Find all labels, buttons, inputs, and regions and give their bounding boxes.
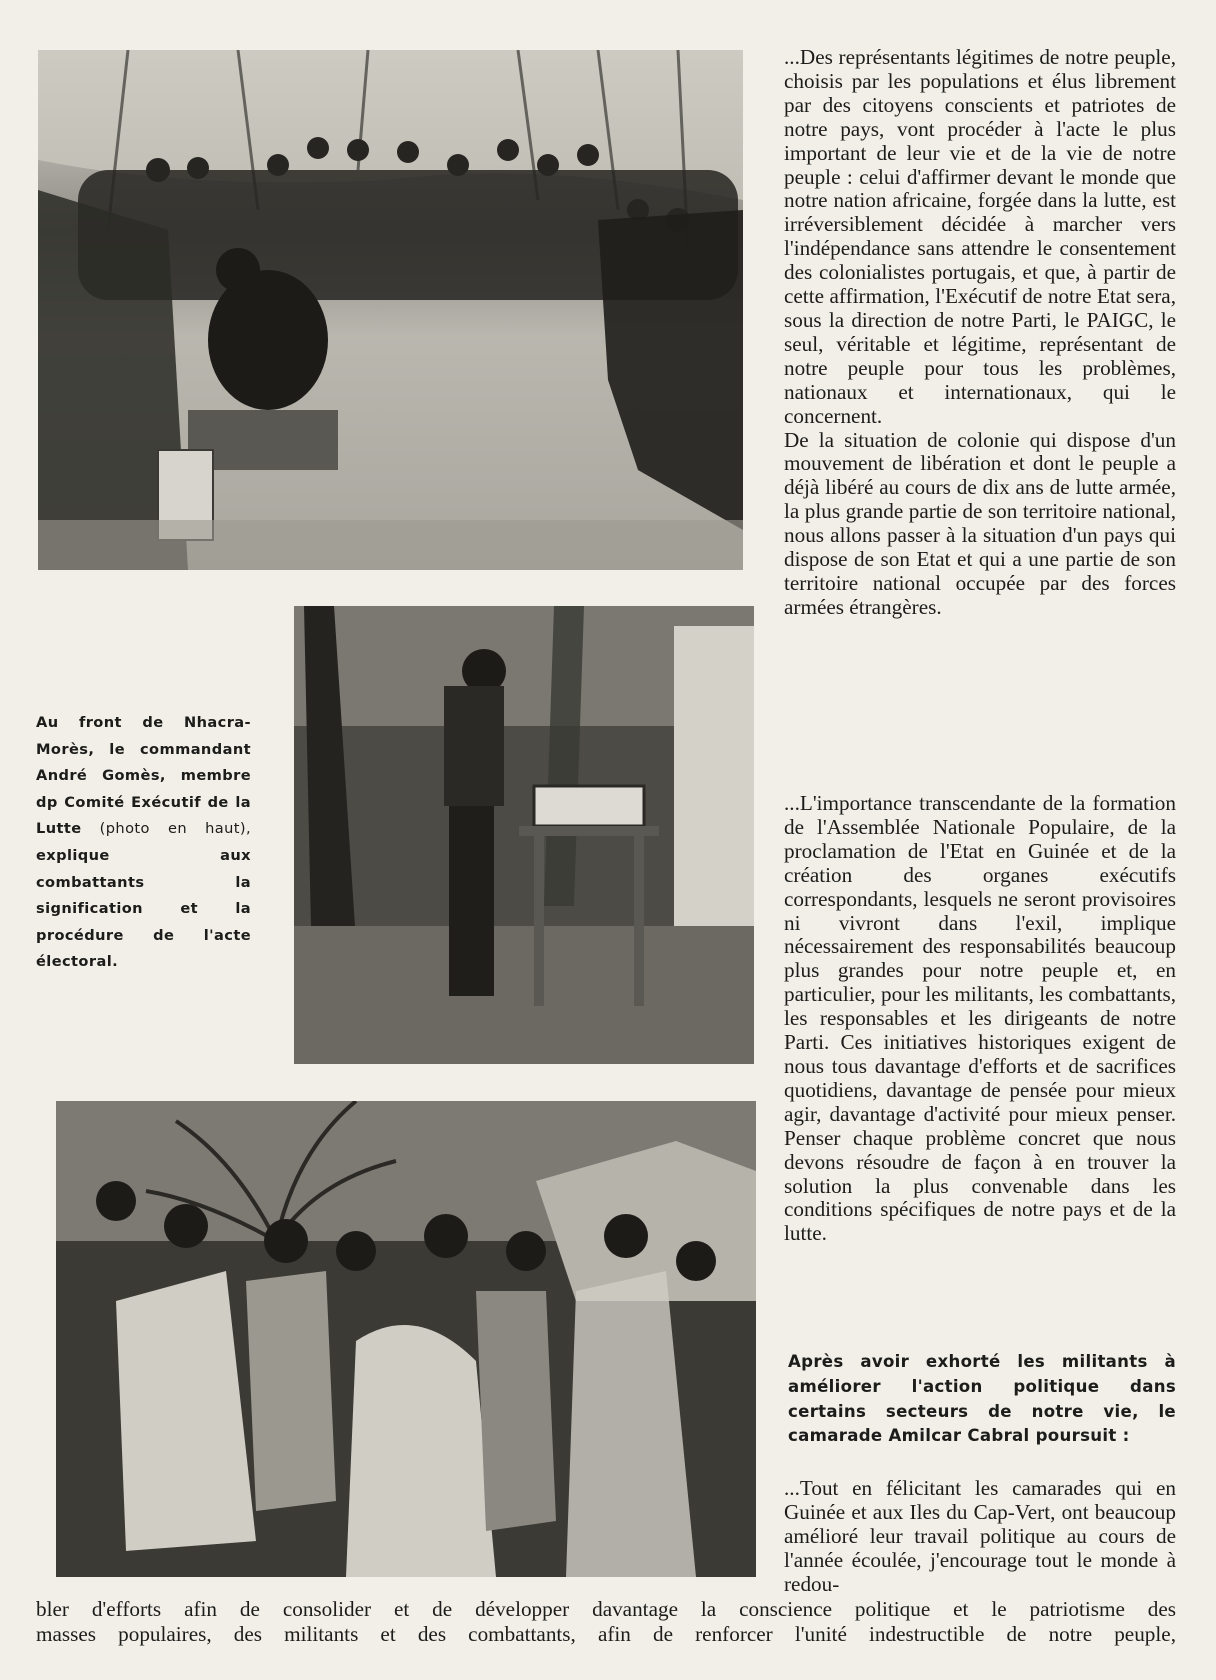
caption-part-2: (photo en haut), (99, 820, 251, 838)
article-column-middle (784, 792, 1176, 1246)
ballot-photo-illustration (294, 606, 754, 1064)
photo-caption (36, 710, 251, 976)
meeting-photo-illustration (38, 50, 743, 570)
article-column-top (784, 46, 1176, 620)
paragraph-declaration: ...Des représentants légitimes de notre peuple, choisis par les populations et élus librement par des citoyens conscients et patriotes de notre pays, vont procéder à l'acte le plus important de leur vie et de la vie de notre peuple : celui d'affirmer devant le monde que notre nation africaine, forgée dans la lutte, est irréversiblement décidée à marcher vers l'indépendance sans attendre le consentement des colonialistes portugais, et que, à partir de cette affirmation, l'Exécutif de notre Etat sera, sous la direction de notre Parti, le PAIGC, le seul, véritable et légitime, représentant de notre peuple pour tous les problèmes, nationaux et internationaux, qui le concernent. (784, 45, 1176, 428)
meeting-photo (38, 50, 743, 570)
crowd-photo (56, 1101, 756, 1577)
caption-part-1: Au front de Nhacra-Morès, le commandant André Gomès, membre dp Comité Exécutif de la Lutte (36, 714, 251, 838)
paragraph-importance: ...L'importance transcendante de la formation de l'Assemblée Nationale Populaire, de la proclamation de l'Etat en Guinée et de la création des organes exécutifs correspondants, lesquels ne seront provisoires ni vivront dans l'exil, implique nécessairement des responsabilités beaucoup plus grandes pour notre peuple et, en particulier, pour les militants, les combattants, les responsables et les dirigeants de notre Parti. Ces initiatives historiques exigent de nous tous davantage d'efforts et de sacrifices quotidiens, davantage de pensée pour mieux agir, davantage d'activité pour mieux penser. Penser chaque problème concret que nous devons résoudre de façon à en trouver la solution la plus convenable dans les conditions spécifiques de notre pays et de la lutte. (784, 791, 1176, 1246)
footer-line-1: bler d'efforts afin de consolider et de développer davantage la conscience politique et le patriotisme des (36, 1597, 1176, 1621)
paragraph-congratulations: ...Tout en félicitant les camarades qui en Guinée et aux Iles du Cap-Vert, ont beaucoup amélioré leur travail politique au cours de l'année écoulée, j'encourage tout le monde à redou- (784, 1476, 1176, 1596)
lead-paragraph: Après avoir exhorté les militants à améliorer l'action politique dans certains secteurs de notre vie, le camarade Amilcar Cabral poursuit : (788, 1352, 1176, 1446)
caption-part-3: explique aux combattants la signification et la procédure de l'acte électoral. (36, 846, 251, 971)
crowd-photo-illustration (56, 1101, 756, 1577)
article-column-bottom (784, 1477, 1176, 1597)
footer-line-2: masses populaires, des militants et des combattants, afin de renforcer l'unité indestructible de notre peuple, (36, 1622, 1176, 1646)
paragraph-situation: De la situation de colonie qui dispose d'un mouvement de libération et dont le peuple a déjà libéré au cours de dix ans de lutte armée, la plus grande partie de son territoire national, nous allons passer à la situation d'un pays qui dispose de son Etat et qui a une partie de son territoire national occupée par des forces armées étrangères. (784, 427, 1176, 619)
ballot-photo (294, 606, 754, 1064)
